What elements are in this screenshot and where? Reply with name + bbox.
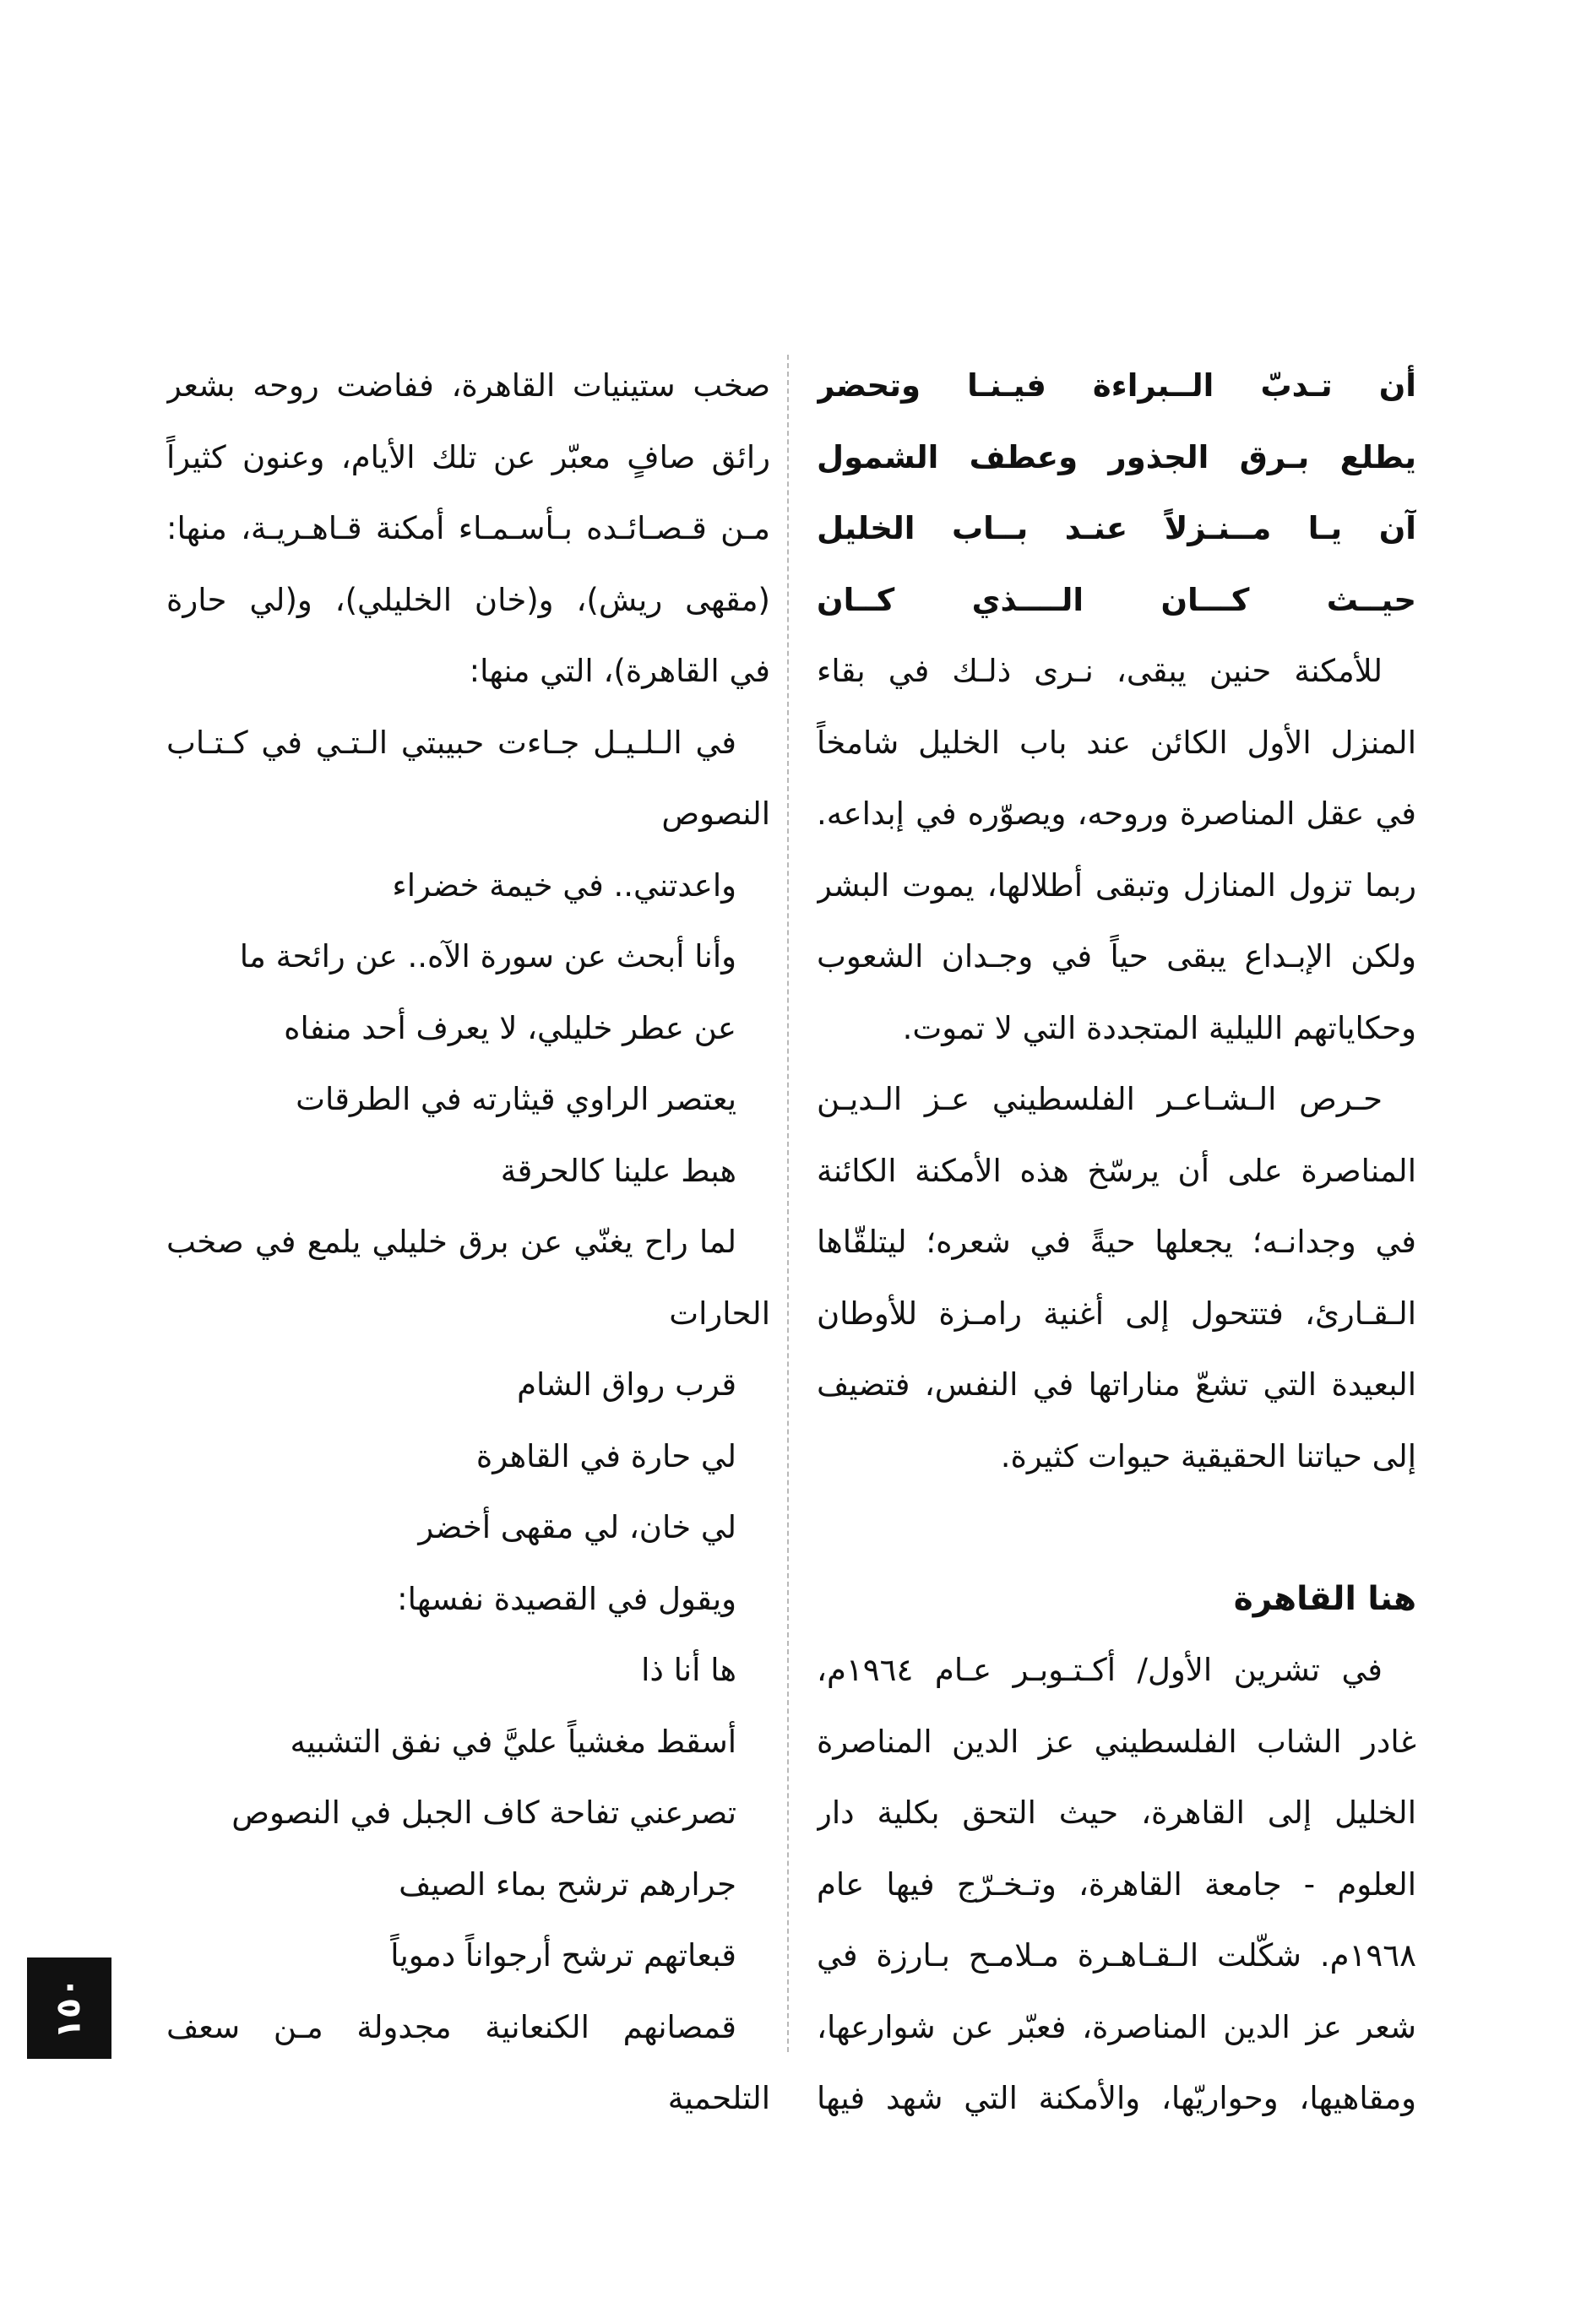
poem-line: هبط علينا كالحرقة [500, 1152, 736, 1189]
poem-line: التلحمية [667, 2080, 770, 2116]
column-divider [787, 355, 789, 2052]
paragraph-line: شعر عز الدين المناصرة، فعبّر عن شوارعها، [817, 2008, 1416, 2045]
right-column [817, 350, 1416, 2135]
paragraph-line: الخليل إلى القاهرة، حيث التحق بكلية دار [817, 1795, 1416, 1831]
paragraph-line: الـقـارئ، فتتحول إلى أغنية رامـزة للأوطان [817, 1295, 1416, 1332]
poem-line: لما راح يغنّي عن برق خليلي يلمع في صخب [166, 1224, 736, 1260]
paragraph-line: ومقاهيها، وحواريّها، والأمكنة التي شهد فيها [817, 2080, 1416, 2116]
paragraph-line: صخب ستينيات القاهرة، ففاضت روحه بشعر [166, 367, 770, 404]
paragraph-line: في القاهرة)، التي منها: [469, 653, 770, 689]
paragraph-line: العلوم - جامعة القاهرة، وتـخـرّج فيها عام [817, 1865, 1416, 1903]
paragraph-line: مـن قـصـائـده بـأسـمـاء أمكنة قـاهـريـة، منها: [166, 510, 770, 546]
poem-line: في الـلـيـل جـاءت حبيبتي الـتـي في كـتـاب [166, 724, 736, 761]
poem-line: قبعاتهم ترشح أرجواناً دموياً [390, 1937, 736, 1974]
poem-line: تصرعني تفاحة كاف الجبل في النصوص [231, 1795, 736, 1831]
poem-line: النصوص [661, 795, 770, 832]
poem-line: قرب رواق الشام [517, 1366, 736, 1403]
poem-line: يعتصر الراوي قيثارته في الطرقات [296, 1081, 736, 1117]
paragraph-line: في وجدانـه؛ يجعلها حيةً في شعره؛ ليتلقّاها [817, 1224, 1416, 1260]
paragraph-line: في تشرين الأول/ أكـتـوبـر عـام ١٩٦٤م، [817, 1652, 1383, 1688]
poem-intro-line: ويقول في القصيدة نفسها: [397, 1580, 736, 1617]
poem-line: واعدتني.. في خيمة خضراء [392, 866, 736, 904]
poem-line: الحارات [669, 1295, 770, 1332]
paragraph-line: ربما تزول المنازل وتبقى أطلالها، يموت البشر [817, 866, 1416, 904]
paragraph-line: رائق صافٍ معبّر عن تلك الأيام، وعنون كثيراً [166, 438, 770, 475]
page-number: ١٥٠ [50, 1977, 89, 2039]
poem-line: ها أنا ذا [641, 1652, 736, 1688]
paragraph-line: في عقل المناصرة وروحه، ويصوّره في إبداعه. [817, 795, 1416, 832]
paragraph-line: ولكن الإبـداع يبقى حياً في وجـدان الشعوب [817, 938, 1416, 975]
paragraph-line: وحكاياتهم الليلية المتجددة التي لا تموت. [902, 1009, 1416, 1046]
paragraph-line: إلى حياتنا الحقيقية حيوات كثيرة. [1000, 1437, 1416, 1474]
paragraph-line: المنزل الأول الكائن عند باب الخليل شامخاً [817, 724, 1416, 761]
left-column [166, 350, 770, 2135]
poem-line: لي خان، لي مقهى أخضر [418, 1509, 736, 1545]
section-heading: هنا القاهرة [1233, 1579, 1416, 1618]
poem-line: يطلع بـرق الجذور وعطف الشمول [817, 438, 1416, 475]
page-number-tab [27, 1957, 111, 2059]
poem-line: آن يـا مــنـزلاً عنـد بــاب الخليل [817, 510, 1416, 546]
poem-line: وأنا أبحث عن سورة الآه.. عن رائحة ما [239, 938, 736, 975]
paragraph-line: المناصرة على أن يرسّخ هذه الأمكنة الكائنة [817, 1152, 1416, 1189]
poem-line: أسقط مغشياً عليَّ في نفق التشبيه [290, 1723, 736, 1760]
poem-line: عن عطر خليلي، لا يعرف أحد منفاه [284, 1009, 736, 1046]
poem-line: قمصانهم الكنعانية مجدولة مـن سعف [166, 2008, 736, 2045]
paragraph-line: ١٩٦٨م. شكّلت الـقـاهـرة مـلامـح بـارزة في [817, 1937, 1416, 1974]
paragraph-line: (مقهى ريش)، و(خان الخليلي)، و(لي حارة [166, 581, 770, 618]
poem-line: أن تـدبّ الــبراءة فيـنـا وتحضر [817, 367, 1416, 404]
poem-line: لي حارة في القاهرة [475, 1437, 736, 1474]
spacer [817, 1492, 1416, 1564]
paragraph-line: للأمكنة حنين يبقى، نـرى ذلـك في بقاء [817, 653, 1383, 689]
poem-line: حيــث كـــان الــــذي كــان [817, 581, 1416, 618]
paragraph-line: البعيدة التي تشعّ مناراتها في النفس، فتضيف [817, 1366, 1416, 1403]
paragraph-line: غادر الشاب الفلسطيني عز الدين المناصرة [817, 1723, 1416, 1760]
paragraph-line: حـرص الـشـاعـر الفلسطيني عـز الـديـن [817, 1081, 1383, 1117]
poem-line: جرارهم ترشح بماء الصيف [399, 1865, 736, 1903]
